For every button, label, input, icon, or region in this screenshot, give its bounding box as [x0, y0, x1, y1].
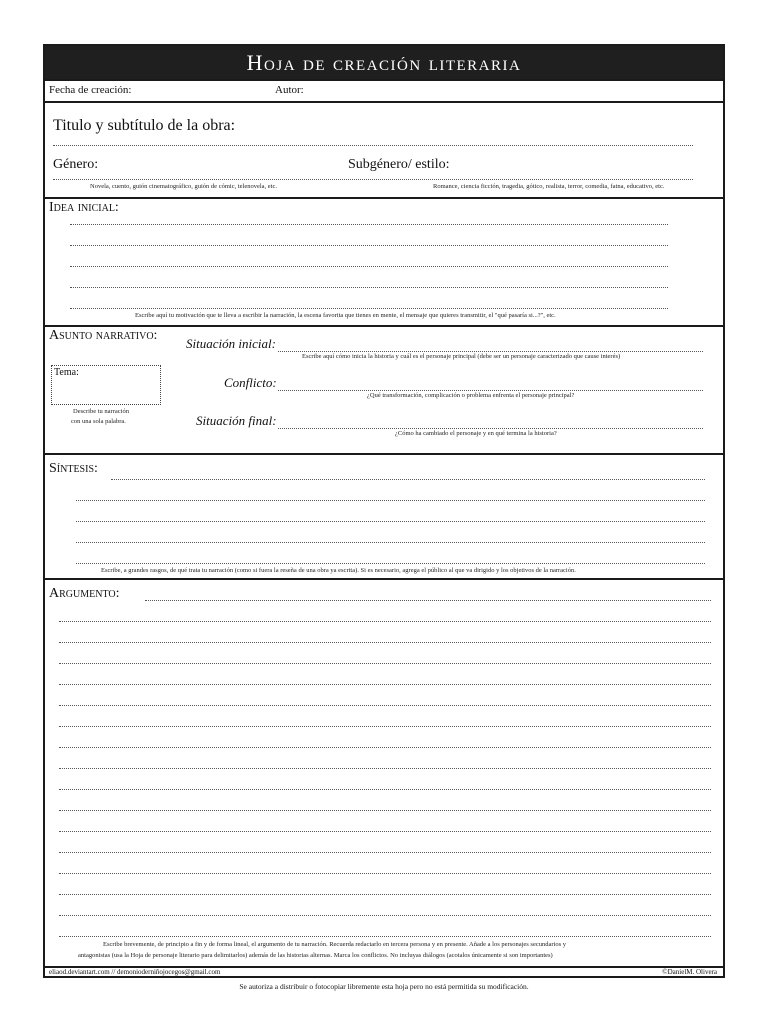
- tema-label: Tema:: [54, 367, 79, 378]
- sintesis-label: Síntesis:: [49, 461, 98, 476]
- argumento-hint-2: antagonistas (usa la Hoja de personaje literario para delimitarlos) además de las historias alternas. Marca los conflictos. No incluyas diálogos (acotalos únicamente si son importantes): [78, 952, 553, 959]
- argumento-line[interactable]: [59, 852, 711, 853]
- idea-label: Idea inicial:: [49, 200, 119, 215]
- argumento-line[interactable]: [59, 810, 711, 811]
- argumento-line[interactable]: [59, 768, 711, 769]
- tema-hint-2: con una sola palabra.: [71, 418, 126, 425]
- subgenre-hint: Romance, ciencia ficción, tragedia, gótico, realista, terror, comedia, fatna, educativo, etc.: [433, 183, 665, 190]
- argumento-line[interactable]: [59, 621, 711, 622]
- sintesis-line[interactable]: [111, 479, 705, 480]
- situacion-inicial-line[interactable]: [278, 351, 703, 352]
- work-title-line[interactable]: [53, 145, 693, 146]
- argumento-line[interactable]: [59, 789, 711, 790]
- argumento-line[interactable]: [59, 684, 711, 685]
- license-notice: Se autoriza a distribuir o fotocopiar libremente esta hoja pero no está permitida su modificación.: [239, 982, 529, 991]
- conflicto-label: Conflicto:: [224, 375, 277, 390]
- sintesis-line[interactable]: [76, 542, 705, 543]
- subgenre-line[interactable]: [348, 179, 693, 180]
- argumento-line[interactable]: [59, 894, 711, 895]
- argumento-line[interactable]: [59, 705, 711, 706]
- sintesis-line[interactable]: [76, 563, 705, 564]
- sheet-title: Hoja de creación literaria: [45, 46, 723, 79]
- argumento-label: Argumento:: [49, 586, 120, 601]
- conflicto-line[interactable]: [278, 390, 703, 391]
- author-label: Autor:: [275, 84, 304, 96]
- situacion-final-line[interactable]: [278, 428, 703, 429]
- asunto-label: Asunto narrativo:: [49, 328, 158, 343]
- idea-hint: Escribe aquí tu motivación que te lleva a escribir la narración, la escena favorita que tienes en mente, el mensaje que quieres transmitir, el "qué pasaría si...?", etc.: [135, 312, 556, 319]
- credit-contact: eliaod.deviantart.com // demonioderniñojocegos@gmail.com: [49, 968, 221, 976]
- date-label: Fecha de creación:: [49, 84, 132, 96]
- situacion-inicial-hint: Escribe aquí cómo inicia la historia y cuál es el personaje principal (debe ser un personaje caracterizado que cause interés): [302, 353, 621, 360]
- argumento-line[interactable]: [59, 663, 711, 664]
- sheet-footer: [45, 966, 723, 980]
- argumento-hint-1: Escribe brevemente, de principio a fin y de forma lineal, el argumento de tu narración. Recuerda redactarlo en tercera persona y en presente. Añade a los personajes secundarios y: [103, 941, 566, 948]
- genre-hint: Novela, cuento, guión cinematográfico, guión de cómic, telenovela, etc.: [90, 183, 277, 190]
- argumento-line[interactable]: [59, 747, 711, 748]
- situacion-inicial-label: Situación inicial:: [186, 336, 276, 351]
- argumento-section: [45, 578, 723, 968]
- argumento-line[interactable]: [59, 642, 711, 643]
- asunto-section: [45, 325, 723, 455]
- tema-box[interactable]: [51, 365, 161, 405]
- sintesis-line[interactable]: [76, 521, 705, 522]
- argumento-line[interactable]: [59, 726, 711, 727]
- situacion-final-hint: ¿Cómo ha cambiado el personaje y en qué termina la historia?: [395, 430, 557, 437]
- tema-hint-1: Describe tu narración: [73, 408, 129, 415]
- literary-creation-sheet: [43, 44, 725, 978]
- idea-section: [45, 197, 723, 327]
- idea-line[interactable]: [70, 287, 668, 288]
- idea-line[interactable]: [70, 266, 668, 267]
- sintesis-hint: Escribe, a grandes rasgos, de qué trata tu narración (como si fuera la reseña de una obra ya escrita). Si es necesario, agrega el público al que va dirigido y los objetivos de la narración.: [101, 567, 576, 574]
- argumento-line[interactable]: [59, 831, 711, 832]
- idea-line[interactable]: [70, 308, 668, 309]
- conflicto-hint: ¿Qué transformación, complicación o problema enfrenta el personaje principal?: [367, 392, 575, 399]
- sintesis-line[interactable]: [76, 500, 705, 501]
- argumento-line[interactable]: [59, 873, 711, 874]
- sintesis-section: [45, 453, 723, 580]
- work-title-label: Titulo y subtítulo de la obra:: [53, 117, 236, 134]
- situacion-final-label: Situación final:: [196, 413, 277, 428]
- copyright: ©DanielM. Olivera: [662, 968, 717, 976]
- genre-line[interactable]: [53, 179, 393, 180]
- work-section: [45, 101, 723, 199]
- idea-line[interactable]: [70, 245, 668, 246]
- genre-label: Género:: [53, 157, 99, 172]
- subgenre-label: Subgénero/ estilo:: [348, 157, 450, 172]
- argumento-line[interactable]: [145, 600, 711, 601]
- meta-row: [45, 79, 723, 103]
- argumento-line[interactable]: [59, 915, 711, 916]
- argumento-line[interactable]: [59, 936, 711, 937]
- idea-line[interactable]: [70, 224, 668, 225]
